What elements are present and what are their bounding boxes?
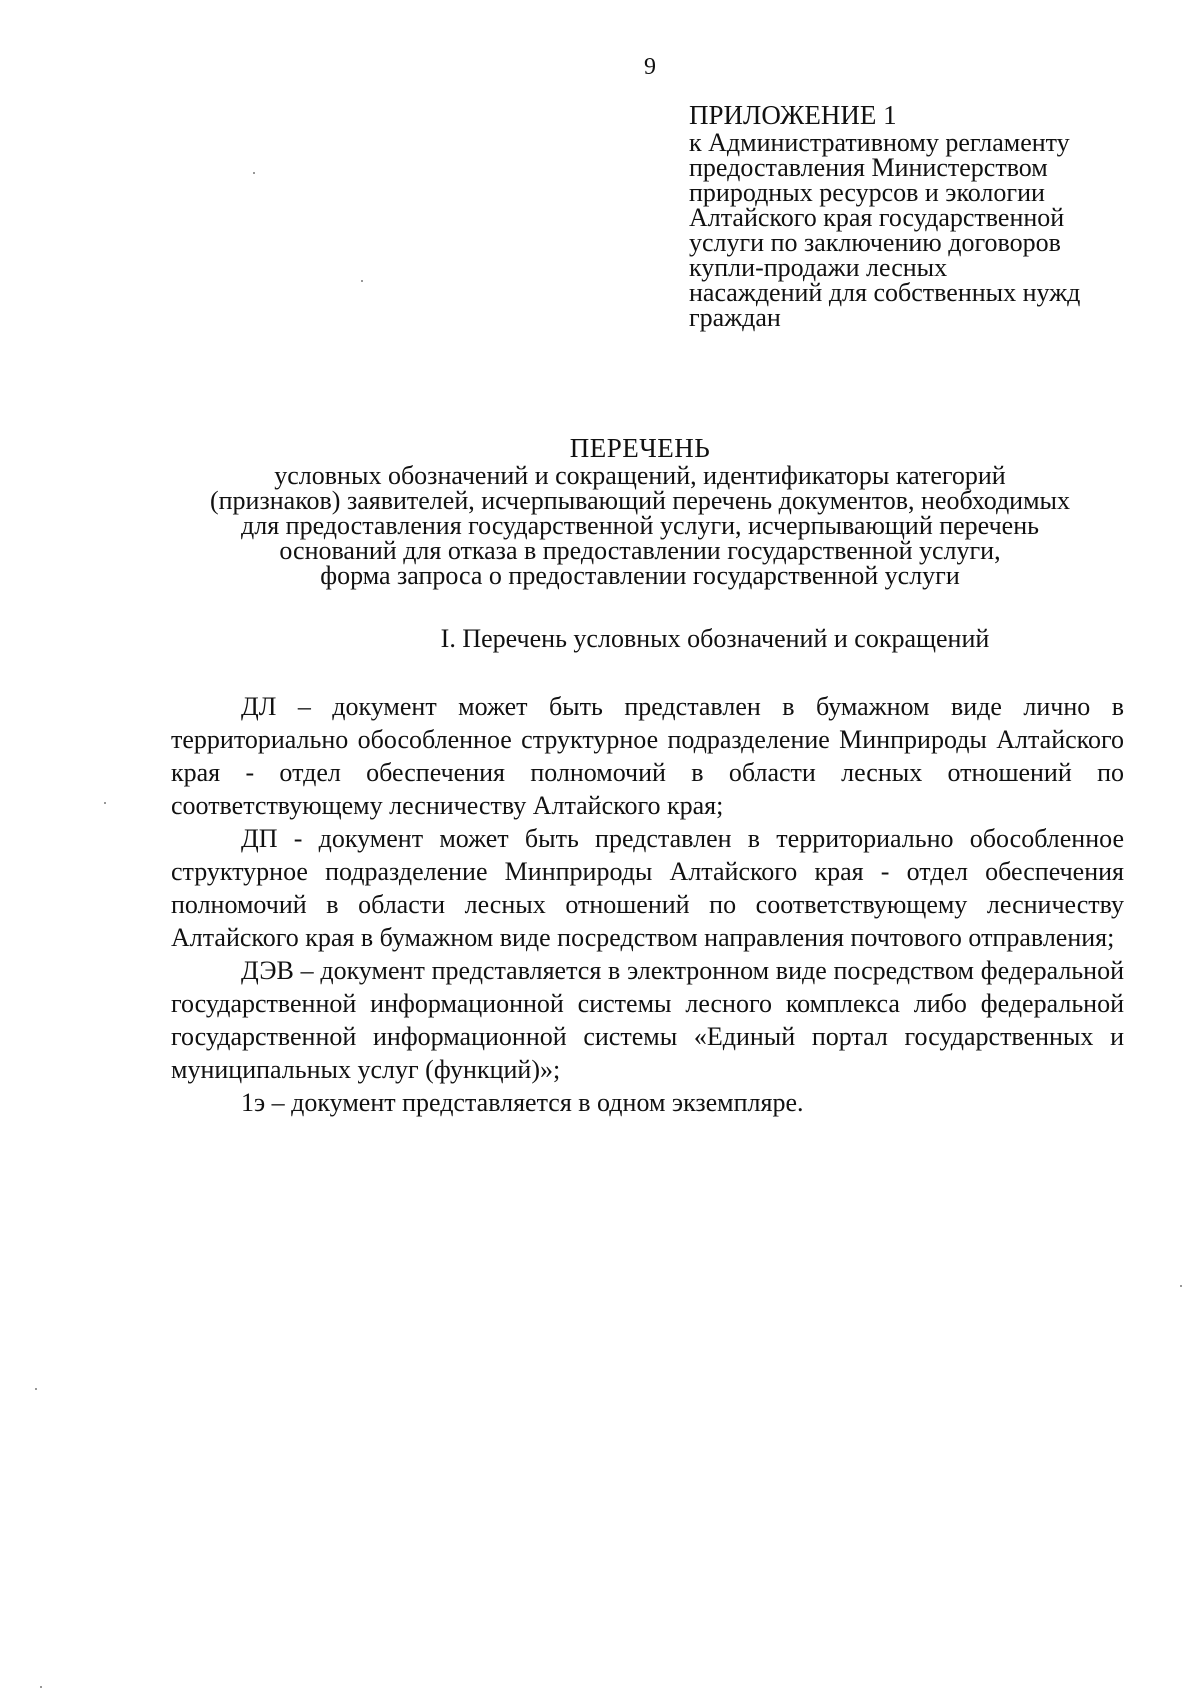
- page-number: 9: [644, 54, 656, 80]
- definition-text: – документ может быть представлен в бумажном виде лично в территориально обособленное структурное подразделение Минприроды Алтайского края - отдел обеспечения полномочий в области лесных отношений по соответствующему лесничеству Алтайского края;: [171, 692, 1124, 820]
- definition-abbr: ДЛ: [241, 692, 277, 721]
- title-line: (признаков) заявителей, исчерпывающий перечень документов, необходимых: [209, 486, 1071, 515]
- appendix-line: к Административному регламенту: [689, 128, 1070, 157]
- appendix-line: услуги по заключению договоров: [689, 228, 1061, 257]
- definition-abbr: ДП: [241, 824, 278, 853]
- scan-speck: [104, 802, 106, 804]
- appendix-line: купли-продажи лесных: [689, 253, 948, 282]
- scan-speck: [253, 172, 255, 174]
- definition-paragraph: [171, 954, 1124, 1086]
- appendix-title: ПРИЛОЖЕНИЕ 1: [689, 100, 897, 130]
- definition-paragraph: [171, 690, 1124, 822]
- title-line: для предоставления государственной услуги, исчерпывающий перечень: [241, 511, 1039, 540]
- definition-text: – документ представляется в одном экземпляре.: [265, 1088, 804, 1117]
- definition-abbr: ДЭВ: [241, 956, 294, 985]
- scan-speck: [361, 280, 363, 282]
- appendix-line: предоставления Министерством: [689, 153, 1048, 182]
- title-line: условных обозначений и сокращений, идентификаторы категорий: [274, 461, 1006, 490]
- definitions-list: [171, 690, 1124, 1119]
- appendix-line: Алтайского края государственной: [689, 203, 1065, 232]
- scan-speck: [35, 1388, 37, 1390]
- title-line: форма запроса о предоставлении государственной услуги: [320, 561, 960, 590]
- definition-text: – документ представляется в электронном виде посредством федеральной государственной информационной системы лесного комплекса либо федеральной государственной информационной системы «Единый портал государственных и муниципальных услуг (функций)»;: [171, 956, 1124, 1084]
- scan-speck: [1180, 1285, 1182, 1287]
- title-main: ПЕРЕЧЕНЬ: [569, 433, 711, 463]
- appendix-line: граждан: [689, 303, 781, 332]
- definition-paragraph: [171, 822, 1124, 954]
- title-line: оснований для отказа в предоставлении государственной услуги,: [279, 536, 1001, 565]
- appendix-line: природных ресурсов и экологии: [689, 178, 1045, 207]
- section-heading: I. Перечень условных обозначений и сокращений: [440, 624, 990, 653]
- scan-speck: [40, 1686, 42, 1688]
- document-title: [160, 433, 1120, 588]
- definition-text: - документ может быть представлен в территориально обособленное структурное подразделение Минприроды Алтайского края - отдел обеспечения полномочий в области лесных отношений по соответствующему лесничеству Алтайского края в бумажном виде посредством направления почтового отправления;: [171, 824, 1124, 952]
- appendix-line: насаждений для собственных нужд: [689, 278, 1081, 307]
- definition-paragraph: [171, 1086, 1124, 1119]
- definition-abbr: 1э: [241, 1088, 266, 1117]
- appendix-header: [689, 100, 1159, 330]
